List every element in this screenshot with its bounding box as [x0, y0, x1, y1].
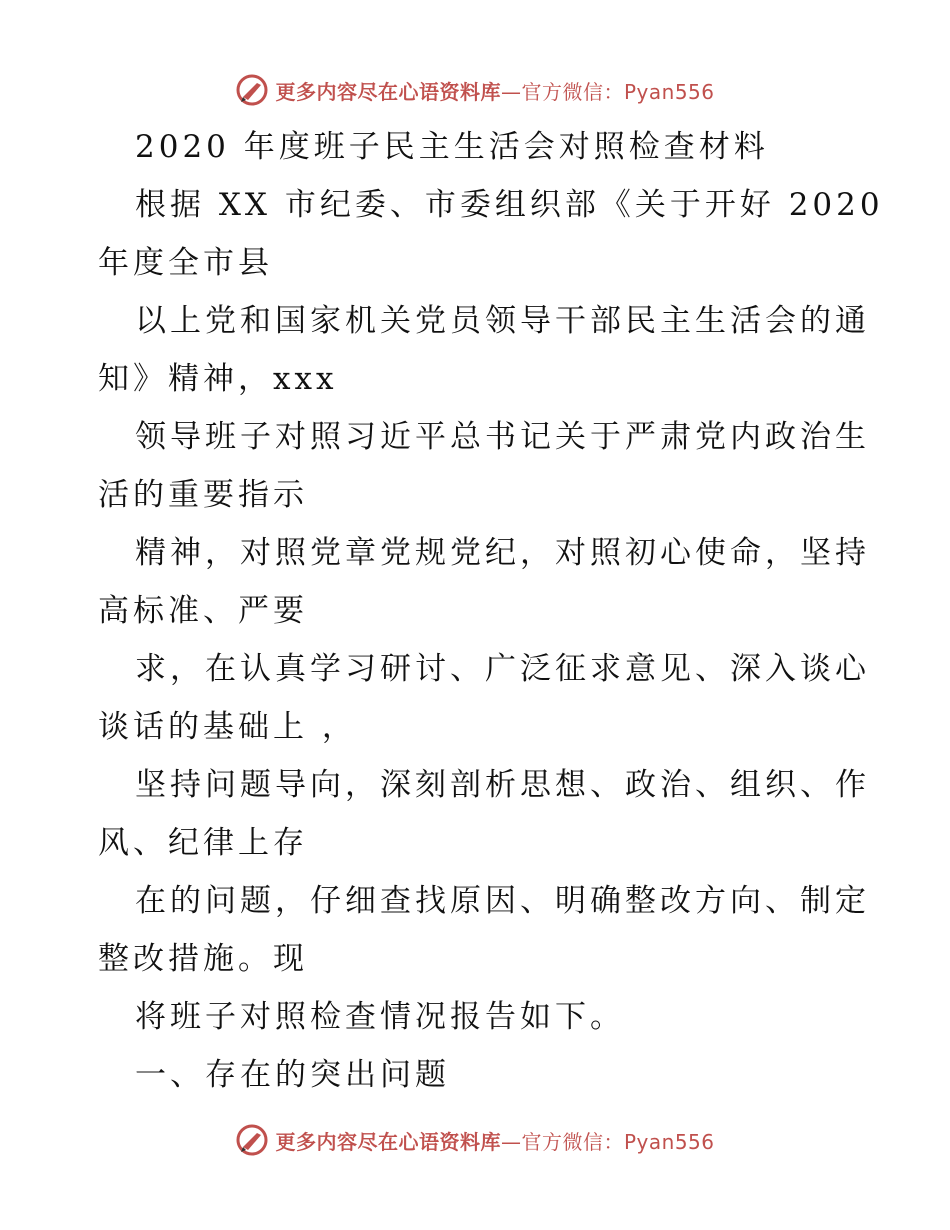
- text-line: 求，在认真学习研讨、广泛征求意见、深入谈心: [135, 651, 870, 687]
- text-line: 知》精神，xxx: [98, 361, 338, 397]
- watermark-footer: [0, 1120, 950, 1160]
- watermark-title: 更多内容尽在心语资料库: [275, 1129, 501, 1154]
- text-line: 整改措施。现: [98, 941, 308, 977]
- text-line: 一、存在的突出问题: [135, 1057, 450, 1093]
- text-line: 活的重要指示: [98, 477, 308, 513]
- watermark-title: 更多内容尽在心语资料库: [275, 79, 501, 104]
- text-line: 根据 XX 市纪委、市委组织部《关于开好 2020: [135, 187, 884, 223]
- text-line: 将班子对照检查情况报告如下。: [135, 999, 625, 1035]
- text-line: 以上党和国家机关党员领导干部民主生活会的通: [135, 303, 870, 339]
- watermark-dash: —: [500, 1129, 522, 1154]
- watermark-wechat-id: Pyan556: [623, 1129, 715, 1154]
- text-line: 在的问题，仔细查找原因、明确整改方向、制定: [135, 883, 870, 919]
- text-line: 领导班子对照习近平总书记关于严肃党内政治生: [135, 419, 870, 455]
- text-line: 坚持问题导向，深刻剖析思想、政治、组织、作: [135, 767, 870, 803]
- text-line: 2020 年度班子民主生活会对照检查材料: [135, 129, 769, 165]
- text-line: 精神，对照党章党规党纪，对照初心使命，坚持: [135, 535, 870, 571]
- watermark-label: 官方微信：: [521, 79, 624, 104]
- pen-logo-icon: [235, 73, 269, 107]
- text-line: 高标准、严要: [98, 593, 308, 629]
- watermark-wechat-id: Pyan556: [623, 79, 715, 104]
- document-body: [98, 118, 884, 1104]
- watermark-header: [0, 70, 950, 110]
- text-line: 风、纪律上存: [98, 825, 308, 861]
- watermark-dash: —: [500, 79, 522, 104]
- text-line: 年度全市县: [98, 245, 273, 281]
- pen-logo-icon: [235, 1123, 269, 1157]
- text-line: 谈话的基础上 ，: [98, 709, 357, 745]
- watermark-label: 官方微信：: [521, 1129, 624, 1154]
